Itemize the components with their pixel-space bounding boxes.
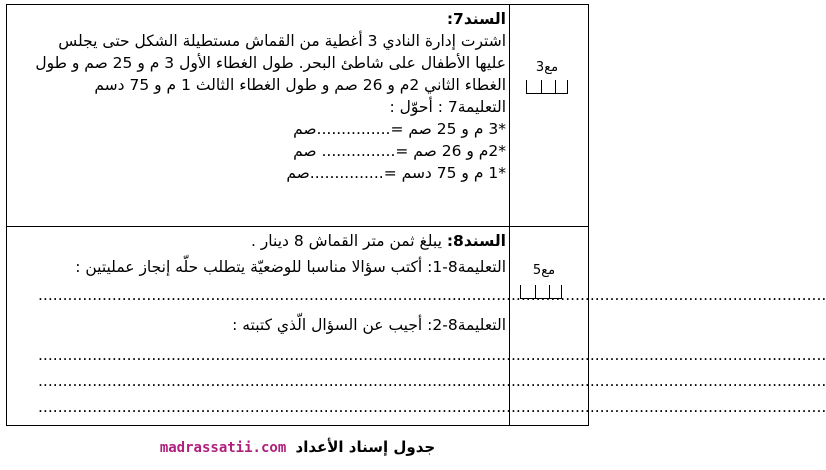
answer-line-4[interactable]: ................................................................................................................................................................: [38, 398, 826, 416]
criterion-label-3: مع3: [535, 60, 559, 75]
section-7-line-3: الغطاء الثاني 2م و 26 صم و طول الغطاء الثالث 1 م و 75 دسم: [94, 76, 506, 94]
section-7-title: السند7:: [446, 10, 506, 28]
criterion-label-5: مع5: [532, 263, 556, 278]
section-7: [14, 8, 506, 184]
answer-line-1[interactable]: ................................................................................................................................................................: [38, 286, 826, 304]
conversion-2: *2م و 26 صم =............... صم: [293, 142, 506, 160]
instruction-8-1: التعليمة8-1: أكتب سؤالا مناسبا للوضعيّة يتطلب حلّه إنجاز عمليتين :: [75, 258, 506, 276]
footer-title: جدول إسناد الأعداد: [295, 438, 436, 456]
answer-line-3[interactable]: ................................................................................................................................................................: [38, 372, 826, 390]
answer-line-2[interactable]: ................................................................................................................................................................: [38, 346, 826, 364]
section-8-text: يبلغ ثمن متر القماش 8 دينار .: [250, 232, 447, 250]
section-8-title: السند8:: [446, 232, 506, 250]
section-7-line-2: عليها الأطفال على شاطئ البحر. طول الغطاء الأول 3 م و 25 صم و طول: [35, 54, 506, 72]
score-boxes-5: [520, 285, 562, 299]
score-boxes-3: [526, 80, 568, 94]
table-row-divider: [6, 226, 589, 227]
conversion-3: *1 م و 75 دسم =...............صم: [286, 164, 506, 182]
instruction-7: التعليمة7 : أحوّل :: [389, 98, 506, 116]
instruction-8-2: التعليمة8-2: أجيب عن السؤال الّذي كتبته :: [232, 316, 506, 334]
conversion-1: *3 م و 25 صم =...............صم: [293, 120, 506, 138]
section-7-line-1: اشترت إدارة النادي 3 أغطية من القماش مستطيلة الشكل حتى يجلس: [58, 32, 506, 50]
site-brand[interactable]: madrassatii.com: [159, 440, 287, 456]
footer: [0, 438, 595, 456]
